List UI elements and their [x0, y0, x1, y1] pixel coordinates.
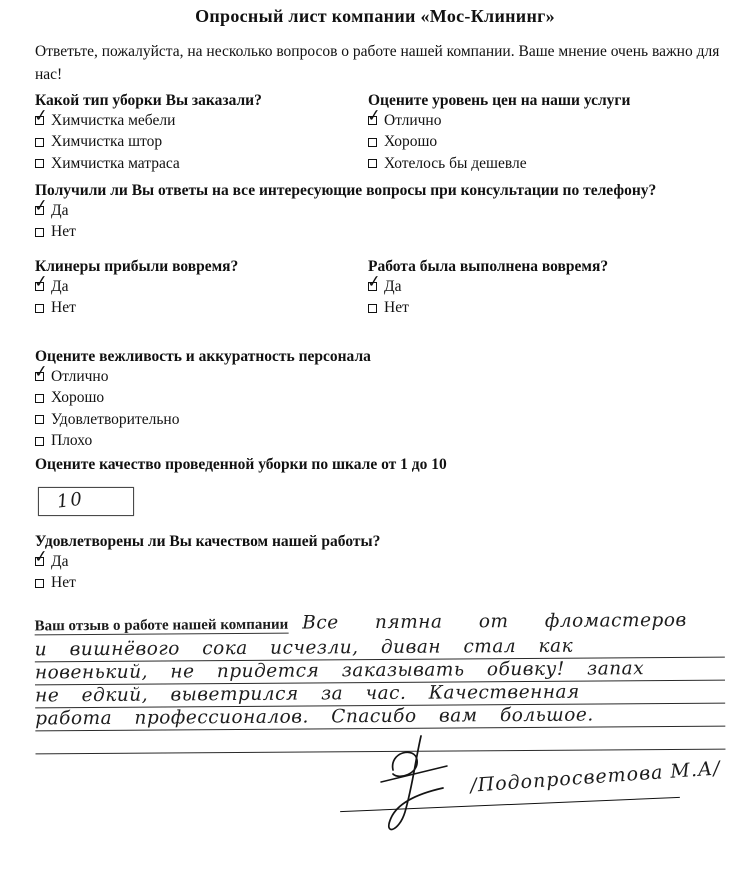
quality-score-field[interactable]	[38, 487, 134, 516]
question-label: Клинеры прибыли вовремя?	[35, 258, 239, 275]
option-satisfied-no[interactable]	[35, 573, 380, 595]
question-label: Получили ли Вы ответы на все интересующие вопросы при консультации по телефону?	[35, 182, 657, 199]
question-label: Оцените уровень цен на наши услуги	[368, 92, 631, 109]
option-label: Химчистка матраса	[51, 154, 180, 172]
question-cleaners-on-time	[35, 258, 238, 319]
checkbox-icon[interactable]	[35, 228, 44, 237]
option-label: Удовлетворительно	[51, 410, 180, 428]
question-work-on-time	[368, 258, 608, 319]
checkbox-icon[interactable]	[35, 304, 44, 313]
option-cleaners-yes[interactable]	[35, 276, 238, 298]
option-phone-no[interactable]	[35, 222, 740, 244]
question-quality-scale-label: Оцените качество проведенной уборки по шкале от 1 до 10	[35, 456, 447, 473]
option-label: Хотелось бы дешевле	[384, 154, 527, 172]
option-cleaners-no[interactable]	[35, 298, 238, 320]
option-label: Хорошо	[51, 389, 105, 407]
review-handwriting: Все пятна от фломастеров	[302, 609, 687, 634]
option-politeness-excellent[interactable]	[35, 366, 371, 388]
question-cleaning-type	[35, 92, 262, 175]
review-line: работа профессионалов. Спасибо вам большое.	[35, 704, 725, 732]
option-label: Отлично	[384, 111, 442, 129]
option-label: Нет	[51, 223, 76, 241]
option-price-good[interactable]	[368, 132, 630, 154]
checkbox-icon[interactable]	[35, 282, 44, 291]
option-label: Отлично	[51, 367, 109, 385]
checkbox-icon[interactable]	[368, 159, 377, 168]
option-furniture-cleaning[interactable]	[35, 110, 262, 132]
intro-text: Ответьте, пожалуйста, на несколько вопросов о работе нашей компании. Ваше мнение очень важно для нас!	[35, 43, 720, 84]
option-work-no[interactable]	[368, 298, 608, 320]
question-phone-consultation	[35, 182, 740, 243]
signature-block	[35, 752, 725, 870]
checkbox-icon[interactable]	[368, 116, 377, 125]
checkbox-icon[interactable]	[35, 394, 44, 403]
option-label: Нет	[51, 299, 76, 317]
checkbox-icon[interactable]	[35, 159, 44, 168]
signature-name: /Подопросветова М.А/	[469, 757, 722, 797]
review-line: не едкий, выветрился за час. Качественная	[35, 681, 725, 709]
option-label: Да	[51, 552, 69, 570]
option-label: Хорошо	[384, 133, 438, 151]
option-politeness-bad[interactable]	[35, 431, 371, 453]
option-mattress-cleaning[interactable]	[35, 153, 262, 175]
option-label: Да	[384, 277, 402, 295]
checkbox-icon[interactable]	[35, 116, 44, 125]
checkbox-icon[interactable]	[35, 415, 44, 424]
option-label: Нет	[51, 574, 76, 592]
option-label: Да	[51, 201, 69, 219]
question-label: Работа была выполнена вовремя?	[368, 258, 609, 275]
option-phone-yes[interactable]	[35, 200, 740, 222]
signature-scribble-icon	[377, 732, 455, 844]
question-price-level	[368, 92, 630, 175]
question-label: Какой тип уборки Вы заказали?	[35, 92, 262, 109]
checkbox-icon[interactable]	[35, 138, 44, 147]
checkbox-icon[interactable]	[35, 557, 44, 566]
option-work-yes[interactable]	[368, 276, 608, 298]
question-label: Удовлетворены ли Вы качеством нашей работы?	[35, 533, 381, 550]
option-label: Химчистка штор	[51, 133, 163, 151]
checkbox-icon[interactable]	[35, 579, 44, 588]
question-label: Оцените вежливость и аккуратность персонала	[35, 348, 371, 365]
checkbox-icon[interactable]	[35, 206, 44, 215]
question-satisfied	[35, 533, 380, 594]
option-price-excellent[interactable]	[368, 110, 630, 132]
option-politeness-satisfactory[interactable]	[35, 409, 371, 431]
checkbox-icon[interactable]	[35, 437, 44, 446]
option-politeness-good[interactable]	[35, 388, 371, 410]
review-line: новенький, не придется заказывать обивку! запах	[35, 658, 725, 686]
review-line: и вишнёвого сока исчезли, диван стал как	[35, 635, 725, 663]
quality-score-value: 10	[55, 488, 86, 513]
checkbox-icon[interactable]	[368, 282, 377, 291]
option-label: Плохо	[51, 432, 93, 450]
option-curtain-cleaning[interactable]	[35, 132, 262, 154]
checkbox-icon[interactable]	[368, 304, 377, 313]
checkbox-icon[interactable]	[368, 138, 377, 147]
review-label: Ваш отзыв о работе нашей компании	[34, 616, 289, 635]
option-label: Нет	[384, 299, 409, 317]
page-title: Опросный лист компании «Мос-Клининг»	[195, 6, 555, 26]
checkbox-icon[interactable]	[35, 372, 44, 381]
option-label: Химчистка мебели	[51, 111, 176, 129]
option-price-cheaper[interactable]	[368, 153, 630, 175]
option-label: Да	[51, 277, 69, 295]
option-satisfied-yes[interactable]	[35, 551, 380, 573]
question-politeness	[35, 348, 371, 452]
